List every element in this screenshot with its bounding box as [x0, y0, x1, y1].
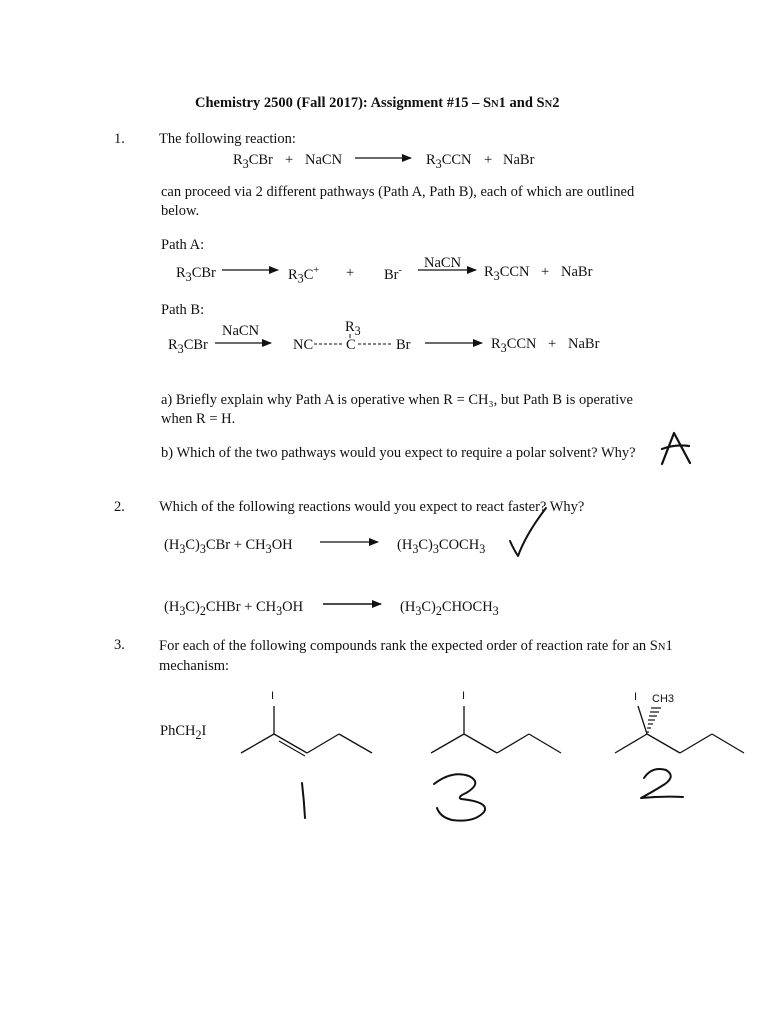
- benzyl-iodide-formula: PhCH$_2$I: [160, 723, 207, 742]
- q1-description: can proceed via 2 different pathways (Path A, Path B), each of which are outlined below.: [161, 184, 635, 219]
- checkmark-icon: [510, 508, 546, 556]
- handwritten-rank-1: [302, 783, 305, 818]
- path-a-label: Path A:: [161, 237, 205, 253]
- q3-question: For each of the following compounds rank the expected order of reaction rate for an SN1 mechanism:: [159, 638, 673, 674]
- iodo-label-3: I: [634, 691, 638, 703]
- q1-intro: The following reaction:: [159, 131, 296, 147]
- q1-part-a: a) Briefly explain why Path A is operative when R = CH₃, but Path B is operative when R = H.: [161, 392, 633, 427]
- molecule-iodomethylpentane: [615, 706, 744, 753]
- handwritten-rank-2: [641, 769, 683, 798]
- q3-number: 3.: [114, 637, 125, 653]
- path-b-label: Path B:: [161, 302, 205, 318]
- iodo-label-2: I: [462, 690, 466, 702]
- q2-number: 2.: [114, 499, 125, 515]
- q1-number: 1.: [114, 131, 125, 147]
- page-title: Chemistry 2500 (Fall 2017): Assignment #15 – SN1 and SN2: [195, 95, 560, 111]
- iodo-label-1: I: [271, 690, 275, 702]
- q1-part-b: b) Which of the two pathways would you expect to require a polar solvent? Why?: [161, 445, 636, 461]
- molecule-iodopentane: [431, 706, 561, 753]
- q2-question: Which of the following reactions would you expect to react faster? Why?: [159, 499, 585, 515]
- methyl-label: CH3: [652, 693, 675, 705]
- molecule-iodopentene: [241, 706, 372, 756]
- hashed-wedge-bond: [647, 708, 661, 732]
- handwritten-rank-3: [434, 774, 485, 820]
